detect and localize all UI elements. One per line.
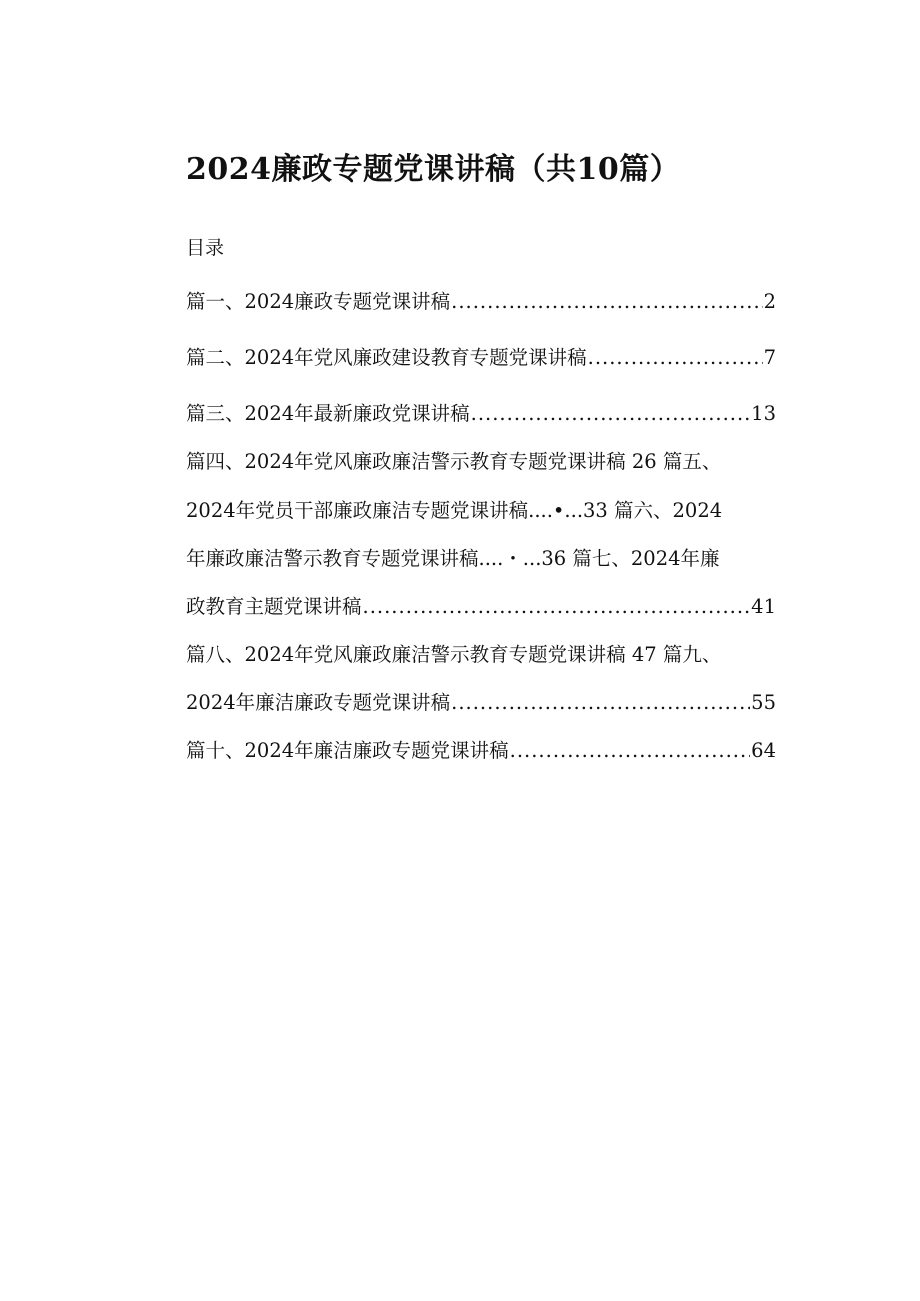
toc-page-number: 13 <box>751 402 776 425</box>
toc-page-number: 64 <box>751 739 776 762</box>
toc-entry-10[interactable] <box>186 736 776 766</box>
toc-entry-3[interactable] <box>186 399 776 429</box>
toc-heading: 目录 <box>186 237 225 259</box>
toc-leader-dots <box>588 343 763 373</box>
toc-leader-dots <box>471 399 751 429</box>
toc-entry-7-tail[interactable] <box>186 592 776 622</box>
toc-runon-line-3[interactable]: 年廉政廉洁警示教育专题党课讲稿....・...36 篇七、2024年廉 <box>186 547 720 570</box>
toc-entry-label: 2024年廉洁廉政专题党课讲稿 <box>186 691 451 714</box>
document-title: 2024廉政专题党课讲稿（共10篇） <box>186 152 681 187</box>
toc-entry-2[interactable] <box>186 343 776 373</box>
toc-page-number: 2 <box>763 290 776 313</box>
toc-entry-label: 篇一、2024廉政专题党课讲稿 <box>186 290 451 313</box>
toc-leader-dots <box>363 592 751 622</box>
toc-leader-dots <box>451 688 750 718</box>
toc-entry-9-tail[interactable] <box>186 688 776 718</box>
toc-page-number: 41 <box>751 595 776 618</box>
toc-page-number: 7 <box>763 346 776 369</box>
toc-leader-dots <box>451 287 762 317</box>
toc-entry-label: 政教育主题党课讲稿 <box>186 595 362 618</box>
toc-entry-label: 篇三、2024年最新廉政党课讲稿 <box>186 402 470 425</box>
toc-entry-label: 篇二、2024年党风廉政建设教育专题党课讲稿 <box>186 346 587 369</box>
toc-runon-line-1[interactable]: 篇四、2024年党风廉政廉洁警示教育专题党课讲稿 26 篇五、 <box>186 450 722 473</box>
toc-runon-line-4[interactable]: 篇八、2024年党风廉政廉洁警示教育专题党课讲稿 47 篇九、 <box>186 643 722 666</box>
toc-page-number: 55 <box>751 691 776 714</box>
toc-entry-label: 篇十、2024年廉洁廉政专题党课讲稿 <box>186 739 509 762</box>
toc-runon-line-2[interactable]: 2024年党员干部廉政廉洁专题党课讲稿....•...33 篇六、2024 <box>186 499 723 522</box>
toc-entry-1[interactable] <box>186 287 776 317</box>
toc-leader-dots <box>510 736 751 766</box>
